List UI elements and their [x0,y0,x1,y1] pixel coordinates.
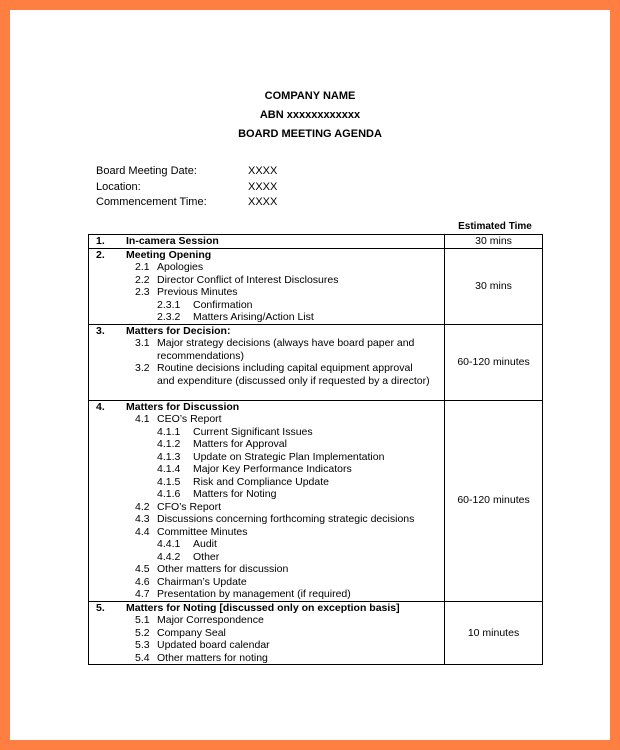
item-number: 4.1 [135,413,150,425]
item-text: Matters for Noting [discussed only on exception basis] [126,601,400,614]
item-number: 4.1.4 [157,463,181,475]
item-text: Meeting Opening [126,248,212,261]
agenda-items-cell [89,248,445,324]
section-heading [89,235,444,248]
agenda-item [89,451,444,464]
agenda-item [89,526,444,539]
agenda-item [89,286,444,299]
meeting-date-label: Board Meeting Date: [96,165,197,177]
item-number: 4.4.1 [157,538,181,550]
item-number: 4.4 [135,525,150,538]
item-text: Company Seal [157,626,226,639]
item-text: Major Correspondence [157,614,264,626]
item-number: 5.4 [135,651,150,664]
item-number: 5.2 [135,626,150,639]
agenda-item [89,387,444,400]
agenda-item [89,476,444,489]
item-number: 5.1 [135,614,150,626]
item-text: Other [193,550,220,563]
agenda-item [89,639,444,652]
item-number: 2. [96,248,105,261]
agenda-item [89,588,444,601]
agenda-item [89,627,444,640]
estimated-time-cell: 60-120 minutes [445,324,543,400]
item-text: Matters for Noting [193,488,277,500]
agenda-item [89,299,444,312]
item-number: 4.5 [135,563,150,575]
item-number: 4.7 [135,588,150,600]
section-heading [89,602,444,615]
estimated-time-cell: 10 minutes [445,601,543,665]
item-text: Confirmation [193,298,253,311]
item-number: 4.1.6 [157,488,181,500]
item-number: 4.1.1 [157,425,181,438]
item-text: Committee Minutes [157,525,248,538]
commencement-time-value: XXXX [248,196,278,208]
agenda-item [89,311,444,324]
item-text: In-camera Session [126,235,219,247]
item-text: Major strategy decisions (always have board paper and [157,337,415,349]
agenda-item [89,538,444,551]
item-text: Updated board calendar [157,639,270,651]
agenda-items-cell [89,324,445,400]
item-text: Update on Strategic Plan Implementation [193,450,385,463]
estimated-time-cell: 30 mins [445,235,543,249]
meeting-date-value: XXXX [248,165,278,177]
item-number: 1. [96,235,105,247]
company-name: COMPANY NAME [264,90,356,102]
agenda-item [89,488,444,501]
section-heading [89,401,444,414]
item-number: 4.1.3 [157,450,181,463]
item-text: Current Significant Issues [193,425,313,438]
item-number: 4. [96,400,105,413]
agenda-section-row [89,248,543,324]
item-number: 2.3.2 [157,311,181,323]
agenda-item [89,551,444,564]
location-label: Location: [96,181,141,193]
agenda-item [89,337,444,350]
item-number: 2.3 [135,286,150,298]
agenda-section-row [89,400,543,601]
agenda-items-cell [89,235,445,249]
agenda-items-cell [89,400,445,601]
agenda-item [89,438,444,451]
item-text: CFO’s Report [157,500,221,513]
item-number: 2.3.1 [157,298,181,311]
section-heading [89,249,444,262]
item-number: 4.4.2 [157,550,181,563]
agenda-item [89,426,444,439]
item-number: 5.3 [135,639,150,651]
agenda-section-row [89,324,543,400]
item-text: Other matters for noting [157,651,268,664]
item-number: 4.3 [135,513,150,525]
estimated-time-cell: 60-120 minutes [445,400,543,601]
location-value: XXXX [248,181,278,193]
item-text: CEO’s Report [157,413,222,425]
item-text: Matters for Discussion [126,400,240,413]
estimated-time-header: Estimated Time [458,221,532,232]
agenda-item [89,563,444,576]
agenda-title: BOARD MEETING AGENDA [238,128,382,140]
item-number: 3.1 [135,337,150,349]
item-text: Previous Minutes [157,286,238,298]
item-number: 4.6 [135,575,150,588]
agenda-item [89,375,444,388]
agenda-item [89,463,444,476]
item-text: Matters for Approval [193,438,287,450]
item-number: 4.2 [135,500,150,513]
agenda-body [89,235,543,665]
agenda-item [89,501,444,514]
item-text: and expenditure (discussed only if requested by a director) [157,374,430,387]
agenda-item [89,413,444,426]
agenda-item [89,261,444,274]
item-text: Other matters for discussion [157,563,289,575]
agenda-item [89,652,444,665]
agenda-table [88,234,543,665]
item-text: Matters for Decision: [126,324,231,337]
item-text: recommendations) [157,349,244,362]
item-text: Chairman’s Update [157,575,247,588]
agenda-item [89,513,444,526]
item-number: 4.1.5 [157,475,181,488]
item-text: Director Conflict of Interest Disclosures [157,273,339,286]
item-number: 2.2 [135,273,150,286]
agenda-item [89,614,444,627]
section-heading [89,325,444,338]
agenda-item [89,274,444,287]
agenda-item [89,362,444,375]
item-text: Presentation by management (if required) [157,588,351,600]
agenda-items-cell [89,601,445,665]
item-number: 5. [96,601,105,614]
item-text: Major Key Performance Indicators [193,463,352,475]
item-text: Risk and Compliance Update [193,475,329,488]
estimated-time-cell: 30 mins [445,248,543,324]
item-number: 4.1.2 [157,438,181,450]
item-text: Matters Arising/Action List [193,311,314,323]
agenda-section-row [89,235,543,249]
item-number: 3.2 [135,362,150,374]
agenda-item [89,576,444,589]
commencement-time-label: Commencement Time: [96,196,207,208]
item-number: 2.1 [135,261,150,273]
agenda-item [89,350,444,363]
item-text: Routine decisions including capital equipment approval [157,362,413,374]
document-page [10,10,610,740]
item-text: Apologies [157,261,204,273]
item-number: 3. [96,324,105,337]
agenda-section-row [89,601,543,665]
item-text: Discussions concerning forthcoming strategic decisions [157,513,415,525]
abn-line: ABN xxxxxxxxxxxx [259,109,361,121]
item-text: Audit [193,538,217,550]
